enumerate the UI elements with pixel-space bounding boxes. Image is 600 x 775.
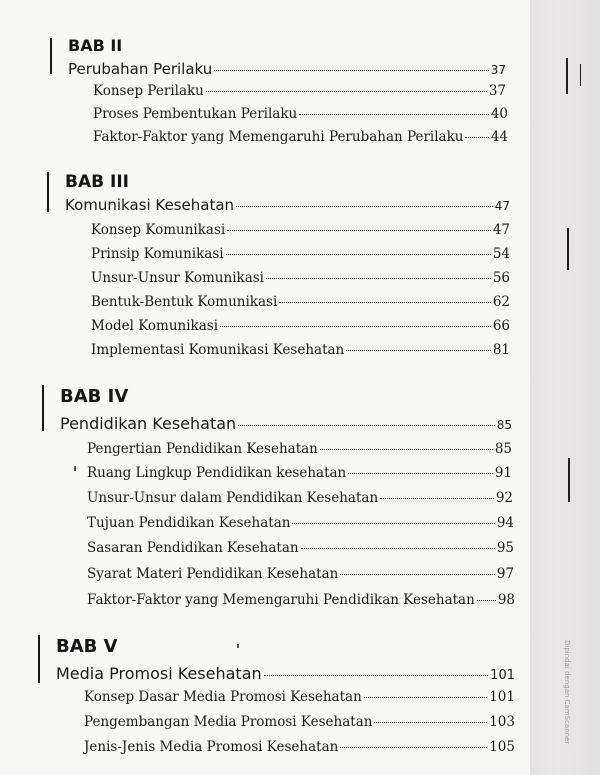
page-number: 105 (489, 739, 515, 755)
toc-entry[interactable] (91, 222, 510, 238)
dot-leader (266, 278, 491, 279)
dot-leader (346, 350, 491, 351)
page-number: 94 (496, 515, 514, 531)
entry-title: Implementasi Komunikasi Kesehatan (91, 342, 345, 358)
toc-section-row[interactable] (60, 414, 512, 433)
page-number: 37 (488, 83, 506, 99)
page-number: 85 (494, 441, 512, 457)
page-number: 97 (496, 566, 514, 582)
dot-leader (279, 302, 491, 303)
section-title: Pendidikan Kesehatan (60, 414, 237, 433)
dot-leader (206, 91, 487, 92)
chapter-bar (50, 38, 52, 74)
toc-entry[interactable] (91, 318, 510, 334)
dot-leader (477, 600, 496, 601)
toc-entry[interactable] (93, 83, 506, 99)
dot-leader (364, 697, 487, 698)
toc-entry[interactable] (87, 490, 513, 506)
entry-title: Konsep Dasar Media Promosi Kesehatan (84, 689, 362, 705)
toc-entry[interactable] (87, 465, 512, 481)
dot-leader (380, 498, 494, 499)
page-number: 91 (494, 465, 512, 481)
toc-entry[interactable] (87, 592, 515, 608)
entry-title: Jenis-Jenis Media Promosi Kesehatan (84, 739, 339, 755)
dot-leader (320, 449, 493, 450)
scan-speck (74, 466, 76, 471)
dot-leader (301, 548, 495, 549)
toc-entry[interactable] (87, 566, 514, 582)
page-number: 81 (492, 342, 510, 358)
page-number: 101 (489, 689, 515, 705)
dot-leader (236, 206, 493, 207)
chapter-label: BAB III (65, 172, 129, 192)
entry-title: Model Komunikasi (91, 318, 219, 334)
page-number: 62 (492, 294, 510, 310)
entry-title: Ruang Lingkup Pendidikan kesehatan (87, 465, 347, 481)
entry-title: Unsur-Unsur dalam Pendidikan Kesehatan (87, 490, 379, 506)
dot-leader (340, 574, 494, 575)
chapter-bar (38, 635, 40, 683)
dot-leader (465, 137, 488, 138)
entry-title: Faktor-Faktor yang Memengaruhi Pendidikan Kesehatan (87, 592, 475, 608)
dot-leader (220, 326, 491, 327)
page-number: 103 (489, 714, 515, 730)
page-number: 92 (495, 490, 513, 506)
chapter-label: BAB II (68, 36, 123, 55)
entry-title: Konsep Komunikasi (91, 222, 226, 238)
scan-speck (237, 644, 239, 648)
toc-section-row[interactable] (65, 196, 510, 214)
scanner-watermark: Dipindai dengan CamScanner (563, 640, 571, 745)
edge-mark (580, 64, 581, 86)
page-number: 37 (490, 63, 506, 77)
dot-leader (214, 70, 488, 71)
dot-leader (227, 230, 491, 231)
edge-mark (567, 228, 569, 270)
page-number: 40 (490, 106, 508, 122)
edge-mark (566, 58, 568, 94)
chapter-bar (47, 172, 49, 212)
dot-leader (374, 722, 487, 723)
page-number: 85 (496, 418, 512, 432)
toc-entry[interactable] (93, 129, 508, 145)
chapter-label: BAB V (56, 636, 118, 657)
entry-title: Tujuan Pendidikan Kesehatan (87, 515, 291, 531)
toc-section-row[interactable] (68, 60, 506, 78)
toc-entry[interactable] (87, 515, 514, 531)
dot-leader (264, 675, 489, 676)
entry-title: Proses Pembentukan Perilaku (93, 106, 298, 122)
entry-title: Syarat Materi Pendidikan Kesehatan (87, 566, 339, 582)
page-number: 44 (490, 129, 508, 145)
entry-title: Pengembangan Media Promosi Kesehatan (84, 714, 373, 730)
edge-mark (568, 458, 570, 502)
page-number: 98 (497, 592, 515, 608)
page-number: 56 (492, 270, 510, 286)
section-title: Media Promosi Kesehatan (56, 664, 262, 683)
entry-title: Faktor-Faktor yang Memengaruhi Perubahan Perilaku (93, 129, 464, 145)
entry-title: Bentuk-Bentuk Komunikasi (91, 294, 278, 310)
dot-leader (238, 425, 495, 426)
page-number: 47 (492, 222, 510, 238)
chapter-bar (42, 385, 44, 431)
toc-entry[interactable] (93, 106, 508, 122)
dot-leader (226, 254, 491, 255)
toc-entry[interactable] (87, 441, 512, 457)
toc-entry[interactable] (84, 739, 515, 755)
section-title: Perubahan Perilaku (68, 60, 213, 78)
chapter-label: BAB IV (60, 386, 129, 407)
dot-leader (348, 473, 493, 474)
dot-leader (299, 114, 489, 115)
toc-entry[interactable] (87, 540, 514, 556)
entry-title: Konsep Perilaku (93, 83, 204, 99)
dot-leader (292, 523, 494, 524)
section-title: Komunikasi Kesehatan (65, 196, 235, 214)
toc-section-row[interactable] (56, 664, 515, 683)
page-number: 47 (494, 199, 510, 213)
entry-title: Sasaran Pendidikan Kesehatan (87, 540, 299, 556)
entry-title: Unsur-Unsur Komunikasi (91, 270, 264, 286)
dot-leader (340, 747, 487, 748)
page-number: 54 (492, 246, 510, 262)
toc-entry[interactable] (84, 714, 515, 730)
toc-entry[interactable] (91, 270, 510, 286)
toc-entry[interactable] (84, 689, 515, 705)
entry-title: Prinsip Komunikasi (91, 246, 224, 262)
entry-title: Pengertian Pendidikan Kesehatan (87, 441, 318, 457)
toc-entry[interactable] (91, 246, 510, 262)
page-number: 66 (492, 318, 510, 334)
toc-entry[interactable] (91, 294, 510, 310)
page-number: 101 (490, 668, 515, 683)
toc-entry[interactable] (91, 342, 510, 358)
page-number: 95 (496, 540, 514, 556)
